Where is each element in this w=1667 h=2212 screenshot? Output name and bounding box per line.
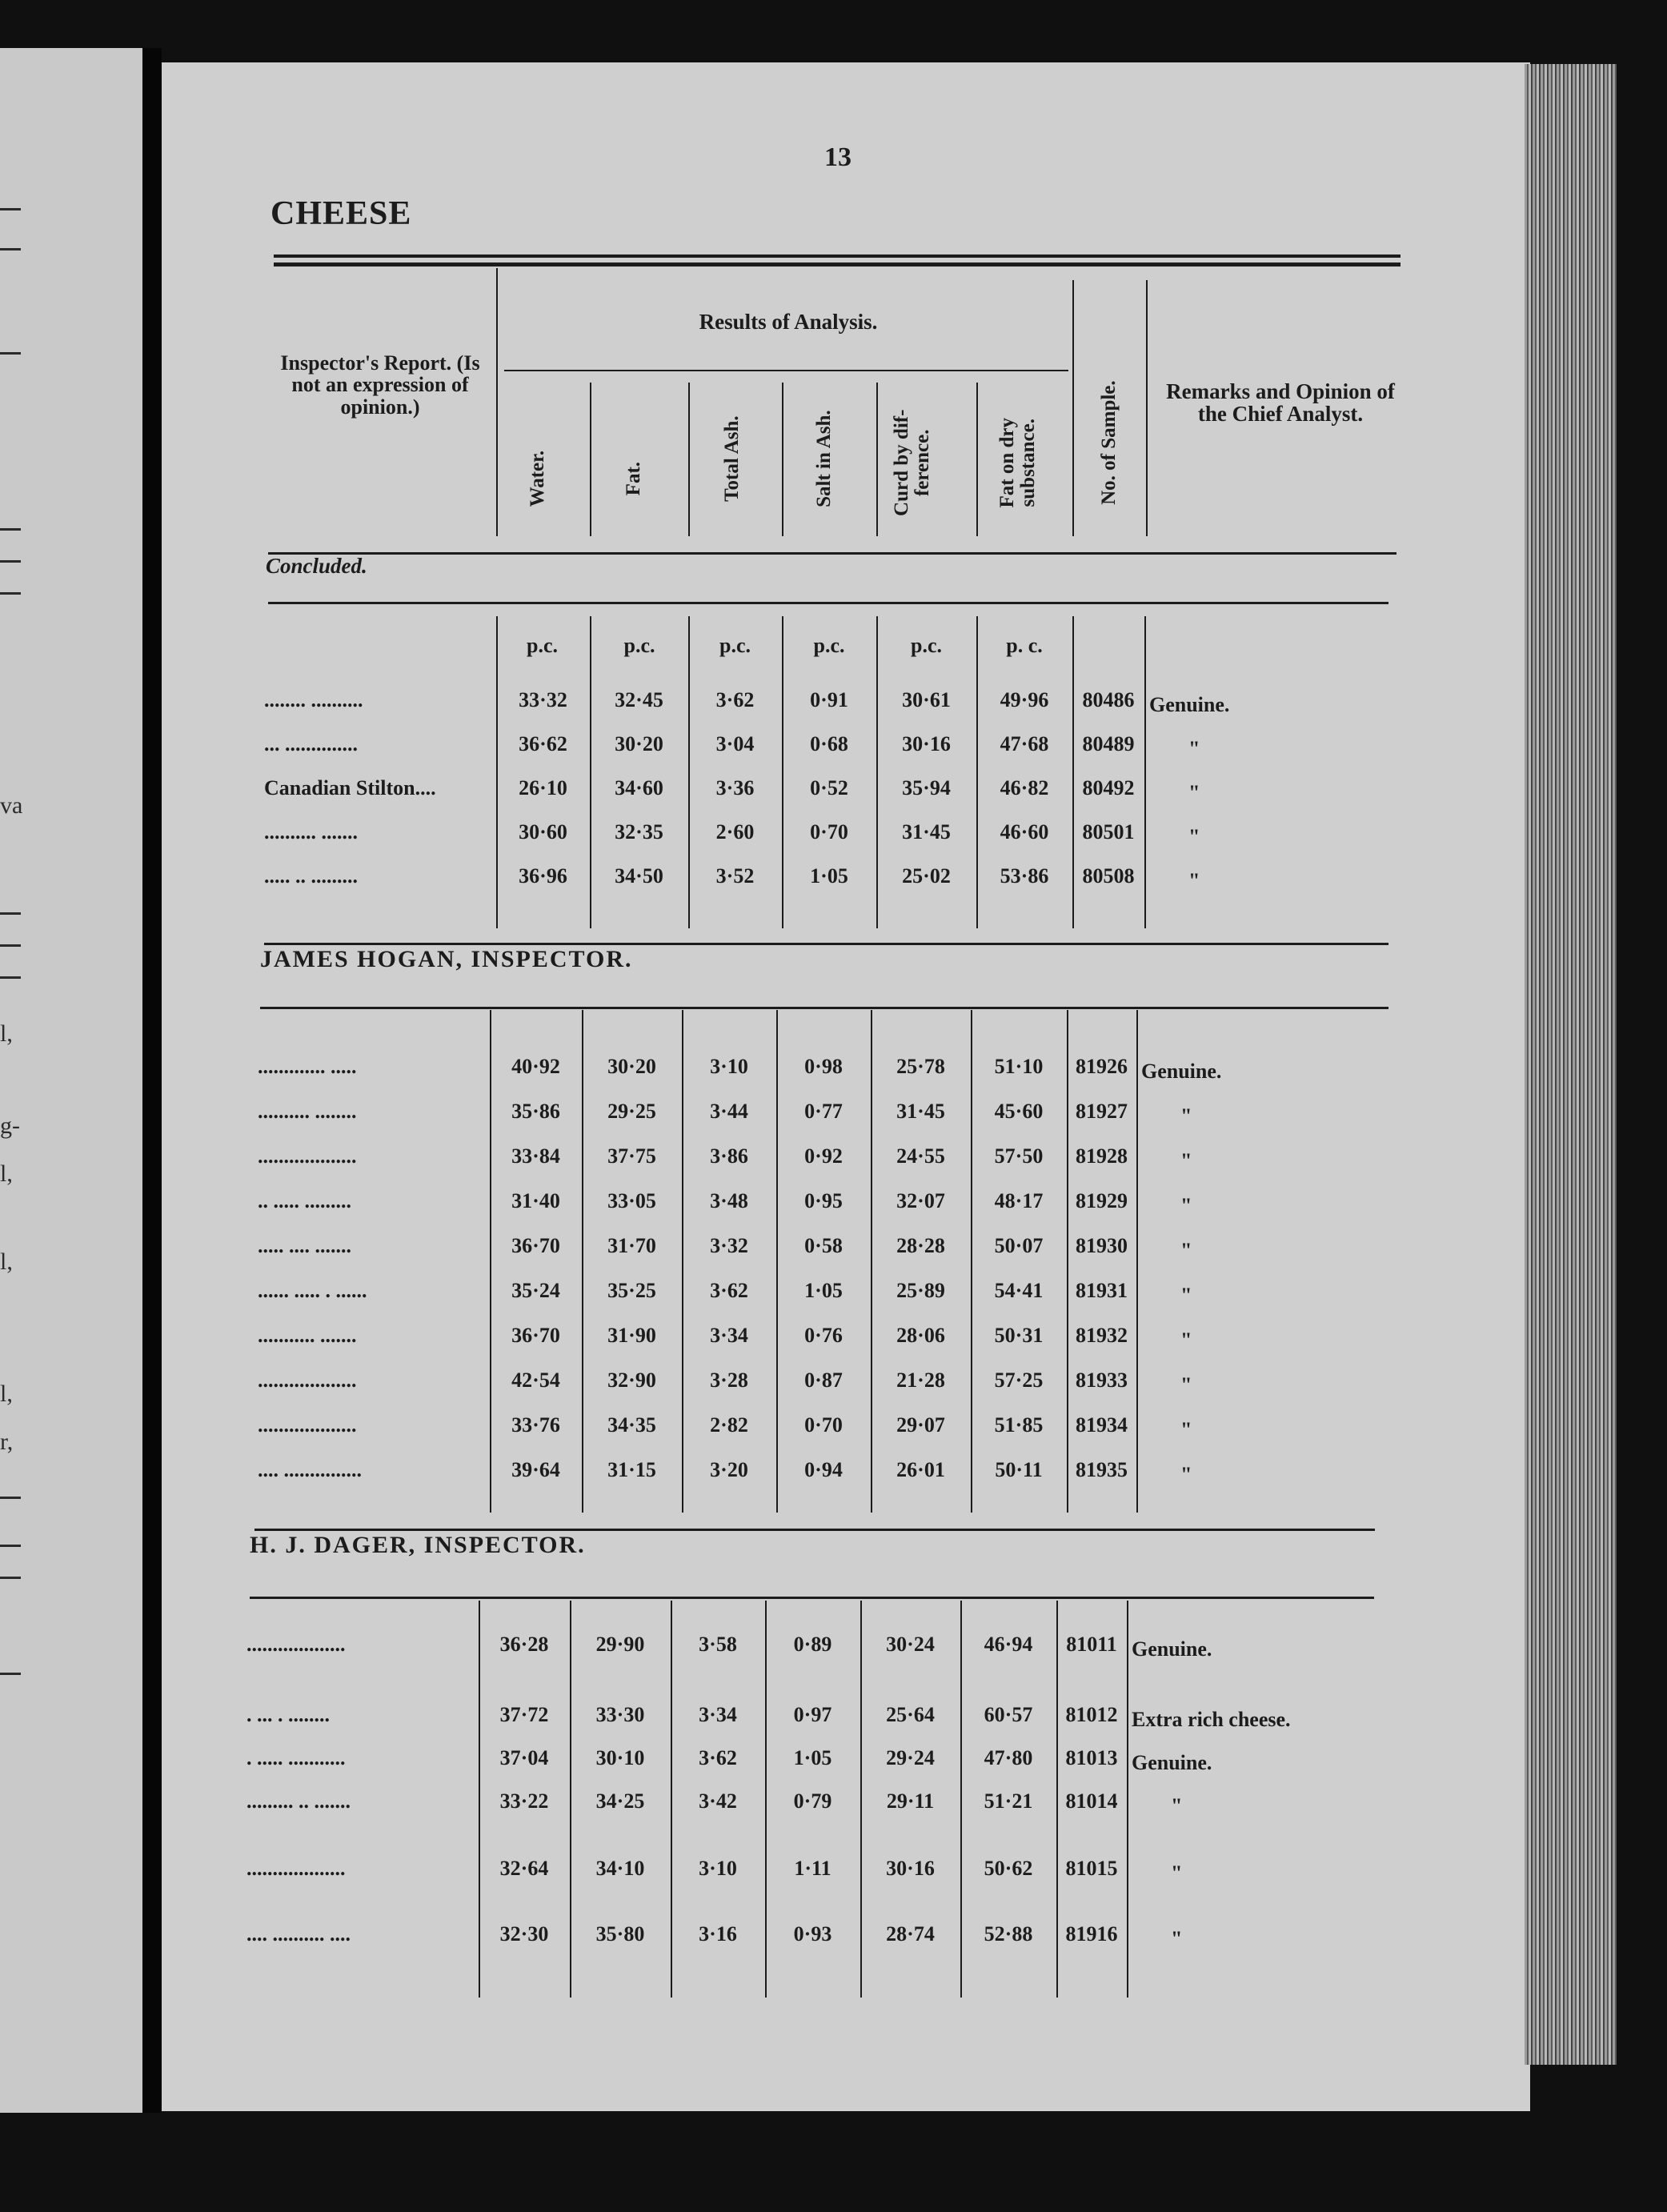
cell-salt: 0·79 (793, 1789, 832, 1813)
cell-water: 33·32 (519, 688, 567, 711)
left-page-rule (0, 1577, 21, 1579)
cell-salt: 1·05 (804, 1279, 843, 1302)
cell-water: 42·54 (511, 1368, 560, 1392)
cell-ash: 3·20 (710, 1458, 748, 1481)
row-label: ................... (258, 1144, 357, 1168)
cell-ash: 3·42 (699, 1789, 737, 1813)
cell-fat: 34·50 (615, 864, 663, 888)
col-divider (976, 383, 978, 536)
row-label: .......... ........ (258, 1100, 357, 1123)
left-page-fragment: g- (0, 1112, 20, 1139)
cell-remark: " (1188, 869, 1200, 892)
cell-salt: 0·58 (804, 1234, 843, 1257)
cell-fat: 31·15 (607, 1458, 656, 1481)
cell-sample: 80501 (1082, 820, 1135, 844)
cell-fat: 30·20 (615, 732, 663, 755)
cell-salt: 0·98 (804, 1055, 843, 1078)
cell-sample: 81012 (1065, 1703, 1118, 1726)
left-page-rule (0, 1545, 21, 1547)
col-divider (590, 383, 591, 536)
cell-ash: 3·10 (710, 1055, 748, 1078)
cell-salt: 0·91 (810, 688, 848, 711)
cell-ash: 3·32 (710, 1234, 748, 1257)
cell-curd: 24·55 (896, 1144, 945, 1168)
cell-remark: Extra rich cheese. (1132, 1708, 1291, 1731)
row-label: . ..... ........... (246, 1746, 346, 1769)
cell-sample: 80489 (1082, 732, 1135, 755)
cell-salt: 0·93 (793, 1922, 832, 1946)
cell-remark: " (1180, 1373, 1192, 1397)
row-label: ................... (258, 1368, 357, 1392)
cell-ash: 3·52 (715, 864, 755, 888)
col-divider (688, 383, 690, 536)
cell-water: 37·72 (499, 1703, 549, 1726)
cell-remark: " (1171, 1861, 1183, 1885)
cell-ash: 2·60 (715, 820, 755, 844)
cell-ash: 2·82 (710, 1413, 748, 1437)
cell-remark: Genuine. (1132, 1637, 1212, 1661)
cell-remark: " (1180, 1149, 1192, 1172)
cell-curd: 30·24 (886, 1633, 935, 1656)
cell-remark: " (1171, 1794, 1183, 1817)
cell-ash: 3·62 (715, 688, 755, 711)
cell-curd: 26·01 (896, 1458, 945, 1481)
remarks-header: Remarks and Opinion of the Chief Analyst. (1166, 379, 1395, 427)
cell-sample: 81926 (1076, 1055, 1128, 1078)
col-divider (1146, 280, 1148, 536)
cell-fatdry: 52·88 (984, 1922, 1033, 1946)
col-header-curd: Curd by dif- ference. (890, 409, 933, 516)
left-page-fragment: va (0, 792, 23, 819)
cell-sample: 81935 (1076, 1458, 1128, 1481)
page-title: CHEESE (270, 195, 412, 232)
inspector-report-header: Inspector's Report. (Is not an expression of opinion.) (280, 351, 480, 419)
left-page-rule (0, 560, 21, 563)
col-header-water: Water. (526, 450, 548, 507)
cell-fatdry: 60·57 (984, 1703, 1033, 1726)
cell-water: 36·28 (499, 1633, 549, 1656)
page-edges (1525, 64, 1617, 2065)
cell-water: 35·86 (511, 1100, 560, 1123)
left-page-rule (0, 528, 21, 531)
col-divider (782, 383, 783, 536)
cell-sample: 81011 (1066, 1633, 1117, 1656)
results-of-analysis-header: Results of Analysis. (699, 310, 878, 334)
cell-water: 26·10 (519, 776, 567, 799)
column-rule (1127, 1601, 1128, 1998)
left-page-rule (0, 912, 21, 915)
left-page-rule (0, 208, 21, 210)
cell-remark: " (1171, 1927, 1183, 1950)
cell-salt: 0·68 (810, 732, 848, 755)
cell-fatdry: 50·31 (994, 1324, 1044, 1347)
left-page-rule (0, 352, 21, 355)
cell-sample: 81014 (1065, 1789, 1118, 1813)
cell-water: 35·24 (511, 1279, 560, 1302)
section-rule (268, 602, 1388, 604)
left-page-rule (0, 1497, 21, 1499)
row-label: ..... .. ......... (264, 864, 358, 888)
cell-fat: 31·70 (607, 1234, 656, 1257)
row-label: ............. ..... (258, 1055, 357, 1078)
cell-salt: 1·11 (794, 1857, 831, 1880)
unit-ash: p.c. (719, 634, 751, 657)
cell-remark: " (1180, 1194, 1192, 1217)
row-label: .... .......... .... (246, 1922, 351, 1946)
row-label: . ... . ........ (246, 1703, 330, 1726)
cell-salt: 0·97 (793, 1703, 832, 1726)
cell-fat: 37·75 (607, 1144, 656, 1168)
cell-fatdry: 46·82 (1000, 776, 1049, 799)
left-page-fragment: l, (0, 1160, 13, 1187)
inspector-heading: JAMES HOGAN, INSPECTOR. (260, 946, 633, 972)
cell-curd: 30·16 (902, 732, 951, 755)
cell-water: 36·70 (511, 1324, 560, 1347)
cell-remark: " (1180, 1418, 1192, 1441)
cell-ash: 3·34 (710, 1324, 748, 1347)
cell-sample: 81930 (1076, 1234, 1128, 1257)
unit-water: p.c. (527, 634, 558, 657)
cell-fat: 34·25 (595, 1789, 645, 1813)
cell-ash: 3·28 (710, 1368, 748, 1392)
cell-fat: 32·35 (615, 820, 663, 844)
cell-curd: 29·11 (886, 1789, 935, 1813)
cell-ash: 3·16 (699, 1922, 737, 1946)
left-page-fragment: l, (0, 1020, 13, 1047)
cell-sample: 81015 (1065, 1857, 1118, 1880)
section-rule (250, 1597, 1374, 1599)
cell-water: 33·22 (499, 1789, 549, 1813)
cell-ash: 3·86 (710, 1144, 748, 1168)
cell-salt: 0·70 (810, 820, 848, 844)
book-gutter (142, 48, 162, 2113)
header-rule-top (274, 254, 1401, 258)
cell-fatdry: 51·21 (984, 1789, 1033, 1813)
left-page-fragment: l, (0, 1248, 13, 1275)
cell-fatdry: 53·86 (1000, 864, 1049, 888)
cell-remark: " (1188, 825, 1200, 848)
cell-fat: 34·60 (615, 776, 663, 799)
cell-sample: 81927 (1076, 1100, 1128, 1123)
cell-water: 39·64 (511, 1458, 560, 1481)
cell-fat: 34·35 (607, 1413, 656, 1437)
cell-remark: " (1180, 1104, 1192, 1128)
section-rule (260, 1007, 1388, 1009)
cell-remark: " (1188, 737, 1200, 760)
row-label: ................... (246, 1633, 346, 1656)
cell-water: 36·96 (519, 864, 567, 888)
cell-salt: 0·89 (793, 1633, 832, 1656)
cell-water: 33·76 (511, 1413, 560, 1437)
col-header-fat-on-dry: Fat on dry substance. (996, 418, 1039, 508)
cell-curd: 28·74 (886, 1922, 935, 1946)
cell-sample: 81928 (1076, 1144, 1128, 1168)
col-divider (876, 383, 878, 536)
left-page-rule (0, 592, 21, 595)
cell-fatdry: 50·62 (984, 1857, 1033, 1880)
cell-water: 36·70 (511, 1234, 560, 1257)
cell-salt: 0·94 (804, 1458, 843, 1481)
left-facing-page (0, 48, 142, 2113)
row-label: ...... ..... . ...... (258, 1279, 367, 1302)
cell-fatdry: 46·94 (984, 1633, 1033, 1656)
page-number: 13 (824, 142, 852, 172)
row-label: ......... .. ....... (246, 1789, 351, 1813)
cell-fat: 29·90 (595, 1633, 645, 1656)
cell-curd: 29·24 (886, 1746, 935, 1769)
cell-water: 37·04 (499, 1746, 549, 1769)
cell-ash: 3·44 (710, 1100, 748, 1123)
cell-remark: Genuine. (1132, 1751, 1212, 1774)
cell-fatdry: 50·11 (995, 1458, 1043, 1481)
cell-salt: 0·77 (804, 1100, 843, 1123)
header-divider (496, 268, 498, 536)
cell-curd: 31·45 (896, 1100, 945, 1123)
cell-salt: 1·05 (793, 1746, 832, 1769)
cell-water: 32·64 (499, 1857, 549, 1880)
cell-curd: 25·02 (902, 864, 951, 888)
cell-fatdry: 57·50 (994, 1144, 1044, 1168)
cell-salt: 0·76 (804, 1324, 843, 1347)
cell-sample: 81931 (1076, 1279, 1128, 1302)
cell-fatdry: 49·96 (1000, 688, 1049, 711)
row-label: .. ..... ......... (258, 1189, 351, 1212)
results-underline (504, 370, 1068, 371)
cell-fat: 29·25 (607, 1100, 656, 1123)
cell-curd: 29·07 (896, 1413, 945, 1437)
cell-fatdry: 47·80 (984, 1746, 1033, 1769)
header-rule-bottom (274, 262, 1401, 266)
cell-remark: " (1180, 1328, 1192, 1352)
cell-sample: 81013 (1065, 1746, 1118, 1769)
section-rule (254, 1529, 1375, 1531)
cell-ash: 3·62 (699, 1746, 737, 1769)
cell-fatdry: 47·68 (1000, 732, 1049, 755)
cell-fatdry: 51·10 (994, 1055, 1044, 1078)
cell-fat: 33·30 (595, 1703, 645, 1726)
unit-fat: p.c. (623, 634, 655, 657)
cell-curd: 21·28 (896, 1368, 945, 1392)
cell-curd: 35·94 (902, 776, 951, 799)
cell-sample: 80492 (1082, 776, 1135, 799)
row-label: .... ............... (258, 1458, 362, 1481)
cell-salt: 0·95 (804, 1189, 843, 1212)
cell-fat: 32·90 (607, 1368, 656, 1392)
cell-fatdry: 50·07 (994, 1234, 1044, 1257)
cell-water: 36·62 (519, 732, 567, 755)
cell-curd: 25·78 (896, 1055, 945, 1078)
cell-sample: 81929 (1076, 1189, 1128, 1212)
cell-fatdry: 48·17 (994, 1189, 1044, 1212)
left-page-fragment: r, (0, 1429, 14, 1455)
unit-fat-dry: p. c. (1006, 634, 1043, 657)
cell-fatdry: 57·25 (994, 1368, 1044, 1392)
cell-ash: 3·04 (715, 732, 755, 755)
row-label: .......... ....... (264, 820, 358, 844)
cell-water: 30·60 (519, 820, 567, 844)
row-label: ........ .......... (264, 688, 363, 711)
header-bottom-rule (268, 552, 1397, 555)
left-page-rule (0, 976, 21, 979)
cell-ash: 3·58 (699, 1633, 737, 1656)
section-rule (264, 943, 1388, 945)
cell-sample: 81932 (1076, 1324, 1128, 1347)
left-page-rule (0, 944, 21, 947)
row-label: ........... ....... (258, 1324, 357, 1347)
cell-sample: 81934 (1076, 1413, 1128, 1437)
cell-salt: 1·05 (810, 864, 848, 888)
cell-curd: 30·16 (886, 1857, 935, 1880)
col-header-sample-no: No. of Sample. (1097, 380, 1120, 505)
cell-ash: 3·62 (710, 1279, 748, 1302)
cell-sample: 81916 (1065, 1922, 1118, 1946)
unit-curd: p.c. (911, 634, 942, 657)
cell-fat: 35·25 (607, 1279, 656, 1302)
cell-sample: 81933 (1076, 1368, 1128, 1392)
row-label: Canadian Stilton.... (264, 776, 436, 799)
col-header-fat: Fat. (622, 461, 644, 496)
col-divider (1072, 280, 1074, 536)
cell-fatdry: 54·41 (994, 1279, 1044, 1302)
cell-sample: 80486 (1082, 688, 1135, 711)
cell-fat: 30·20 (607, 1055, 656, 1078)
cell-fatdry: 51·85 (994, 1413, 1044, 1437)
cell-ash: 3·36 (715, 776, 755, 799)
cell-curd: 28·28 (896, 1234, 945, 1257)
row-label: ................... (246, 1857, 346, 1880)
cell-salt: 0·52 (810, 776, 848, 799)
cell-fat: 30·10 (595, 1746, 645, 1769)
cell-curd: 25·89 (896, 1279, 945, 1302)
cell-fatdry: 45·60 (994, 1100, 1044, 1123)
cell-water: 40·92 (511, 1055, 560, 1078)
cell-salt: 0·92 (804, 1144, 843, 1168)
cell-fat: 32·45 (615, 688, 663, 711)
cell-remark: " (1188, 781, 1200, 804)
row-label: ................... (258, 1413, 357, 1437)
cell-remark: " (1180, 1463, 1192, 1486)
cell-curd: 28·06 (896, 1324, 945, 1347)
cell-salt: 0·70 (804, 1413, 843, 1437)
concluded-label: Concluded. (266, 554, 367, 578)
row-label: ..... .... ....... (258, 1234, 351, 1257)
cell-fat: 34·10 (595, 1857, 645, 1880)
cell-water: 33·84 (511, 1144, 560, 1168)
cell-fat: 31·90 (607, 1324, 656, 1347)
cell-curd: 30·61 (902, 688, 951, 711)
cell-fatdry: 46·60 (1000, 820, 1049, 844)
left-page-rule (0, 248, 21, 250)
left-page-fragment: l, (0, 1380, 13, 1407)
cell-sample: 80508 (1082, 864, 1135, 888)
col-header-total-ash: Total Ash. (720, 415, 743, 502)
cell-water: 31·40 (511, 1189, 560, 1212)
cell-ash: 3·48 (710, 1189, 748, 1212)
cell-fat: 33·05 (607, 1189, 656, 1212)
left-page-rule (0, 1673, 21, 1675)
col-header-salt-in-ash: Salt in Ash. (812, 410, 835, 507)
cell-ash: 3·34 (699, 1703, 737, 1726)
row-label: ... .............. (264, 732, 358, 755)
cell-remark: " (1180, 1239, 1192, 1262)
cell-remark: " (1180, 1284, 1192, 1307)
cell-ash: 3·10 (699, 1857, 737, 1880)
cell-remark: Genuine. (1149, 693, 1230, 716)
cell-water: 32·30 (499, 1922, 549, 1946)
cell-curd: 25·64 (886, 1703, 935, 1726)
cell-curd: 31·45 (902, 820, 951, 844)
cell-salt: 0·87 (804, 1368, 843, 1392)
cell-remark: Genuine. (1141, 1060, 1222, 1083)
column-rule (1144, 616, 1146, 928)
cell-curd: 32·07 (896, 1189, 945, 1212)
column-rule (1136, 1010, 1138, 1513)
inspector-heading: H. J. DAGER, INSPECTOR. (250, 1532, 586, 1558)
cell-fat: 35·80 (595, 1922, 645, 1946)
unit-salt: p.c. (813, 634, 845, 657)
